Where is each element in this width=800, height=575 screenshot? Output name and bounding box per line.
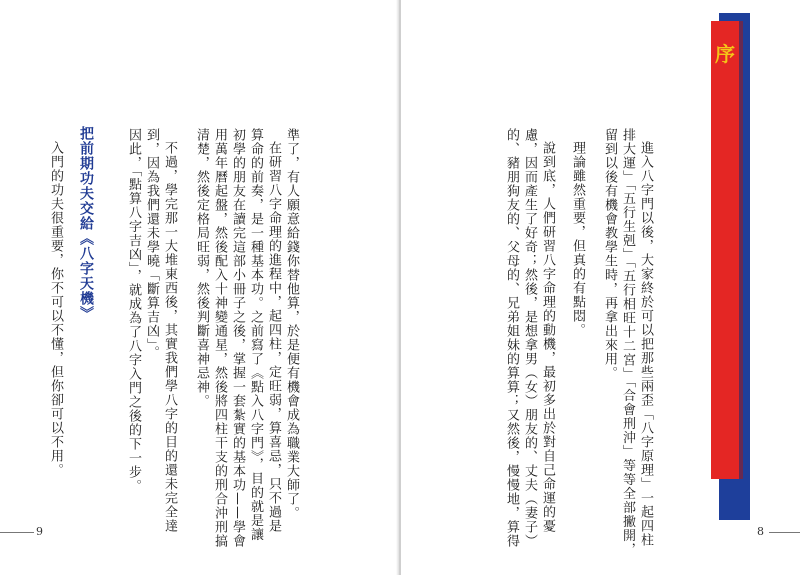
text-column: 理論雖然重要，但真的有點悶。 xyxy=(570,141,585,337)
text-column: 不過，學完那一大堆東西後，其實我們學八字的目的還未完全達 xyxy=(162,141,177,533)
page-number: 8 xyxy=(757,525,764,538)
text-column: 的、豬朋狗友的、父母的、兄弟姐妹的算算；又然後，慢慢地，算得 xyxy=(504,128,519,548)
text-column: 準了，有人願意給錢你替他算，於是便有機會成為職業大師了。 xyxy=(284,128,299,520)
text-column: 入門的功夫很重要，你不可以不懂，但你卻可以不用。 xyxy=(48,141,63,477)
text-column: 進入八字門以後，大家終於可以把那些兩歪「八字原理」一起四柱 xyxy=(638,141,653,547)
text-column: 算命的前奏，是一種基本功。之前寫了《點入八字門》，目的就是讓 xyxy=(248,128,263,542)
text-column: 排大運」「五行生剋」「五行相旺十二宮」「合會刑沖」等等全部撇開， xyxy=(620,128,635,557)
section-heading: 把前期功夫交給《八字天機》 xyxy=(78,126,94,321)
text-column: 慮，因而產生了好奇；然後，是想拿男（女）朋友的、丈夫（妻子） xyxy=(522,128,537,548)
text-column: 到，因為我們還未學曉「斷算吉凶」。 xyxy=(144,128,159,360)
page-rule xyxy=(0,532,34,533)
text-column: 說到底，人們研習八字命理的動機，最初多出於對自己命運的憂 xyxy=(540,141,555,533)
text-column: 在研習八字命理的進程中，起四柱，定旺弱，算喜忌，只不過是 xyxy=(266,141,281,533)
text-column: 留到以後有機會教學生時，再拿出來用。 xyxy=(602,128,617,380)
text-column: 用萬年曆起盤，然後配入十神變通星，然後將四柱干支的刑合沖刑搞 xyxy=(212,128,227,548)
text-column: 因此，「點算八字吉凶」，就成為了八字入門之後的下一步。 xyxy=(126,128,141,493)
decorative-red-bar xyxy=(711,21,739,479)
page-rule xyxy=(769,532,800,533)
text-column: 初學的朋友在讀完這部小冊子之後，掌握一套紮實的基本功——學會 xyxy=(230,128,245,548)
decorative-bar-shadow xyxy=(739,21,743,479)
preface-mark: 序 xyxy=(715,42,735,66)
page-number: 9 xyxy=(36,525,43,538)
text-column: 清楚，然後定格局旺弱，然後判斷喜神忌神。 xyxy=(194,128,209,408)
left-page xyxy=(0,0,399,575)
